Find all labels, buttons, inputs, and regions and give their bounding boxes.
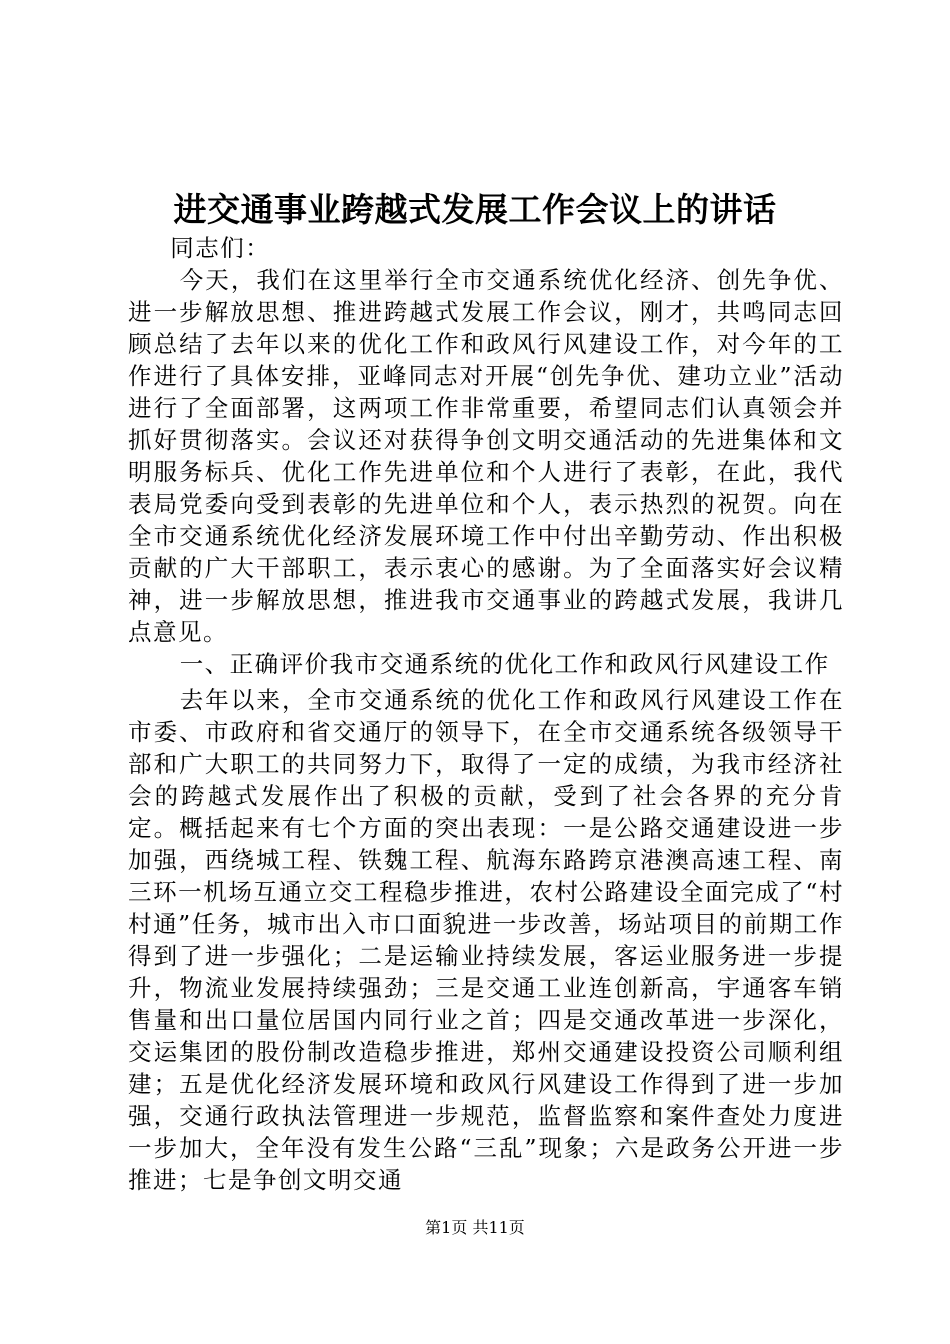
document-body [128,232,844,1196]
document-title: 进交通事业跨越式发展工作会议上的讲话 [173,190,777,229]
body-paragraph: 今天，我们在这里举行全市交通系统优化经济、创先争优、进一步解放思想、推进跨越式发展工作会议，刚才，共鸣同志回顾总结了去年以来的优化工作和政风行风建设工作，对今年的工作进行了具体安排，亚峰同志对开展“创先争优、建功立业”活动进行了全面部署，这两项工作非常重要，希望同志们认真领会并抓好贯彻落实。会议还对获得争创文明交通活动的先进集体和文明服务标兵、优化工作先进单位和个人进行了表彰，在此，我代表局党委向受到表彰的先进单位和个人，表示热烈的祝贺。向在全市交通系统优化经济发展环境工作中付出辛勤劳动、作出积极贡献的广大干部职工，表示衷心的感谢。为了全面落实好会议精神，进一步解放思想，推进我市交通事业的跨越式发展，我讲几点意见。 [128,266,844,646]
salutation-paragraph: 同志们： [170,234,271,262]
section-heading: 一、正确评价我市交通系统的优化工作和政风行风建设工作 [179,650,830,678]
page-number-footer: 第1页 共11页 [425,1218,525,1237]
body-paragraph: 去年以来，全市交通系统的优化工作和政风行风建设工作在市委、市政府和省交通厅的领导下，在全市交通系统各级领导干部和广大职工的共同努力下，取得了一定的成绩，为我市经济社会的跨越式发展作出了积极的贡献，受到了社会各界的充分肯定。概括起来有七个方面的突出表现：一是公路交通建设进一步加强，西绕城工程、铁魏工程、航海东路跨京港澳高速工程、南三环一机场互通立交工程稳步推进，农村公路建设全面完成了“村村通”任务，城市出入市口面貌进一步改善，场站项目的前期工作得到了进一步强化；二是运输业持续发展，客运业服务进一步提升，物流业发展持续强劲；三是交通工业连创新高，宇通客车销售量和出口量位居国内同行业之首；四是交通改革进一步深化，交运集团的股份制改造稳步推进，郑州交通建设投资公司顺利组建；五是优化经济发展环境和政风行风建设工作得到了进一步加强，交通行政执法管理进一步规范，监督监察和案件查处力度进一步加大，全年没有发生公路“三乱”现象；六是政务公开进一步推进；七是争创文明交通 [128,686,844,1194]
